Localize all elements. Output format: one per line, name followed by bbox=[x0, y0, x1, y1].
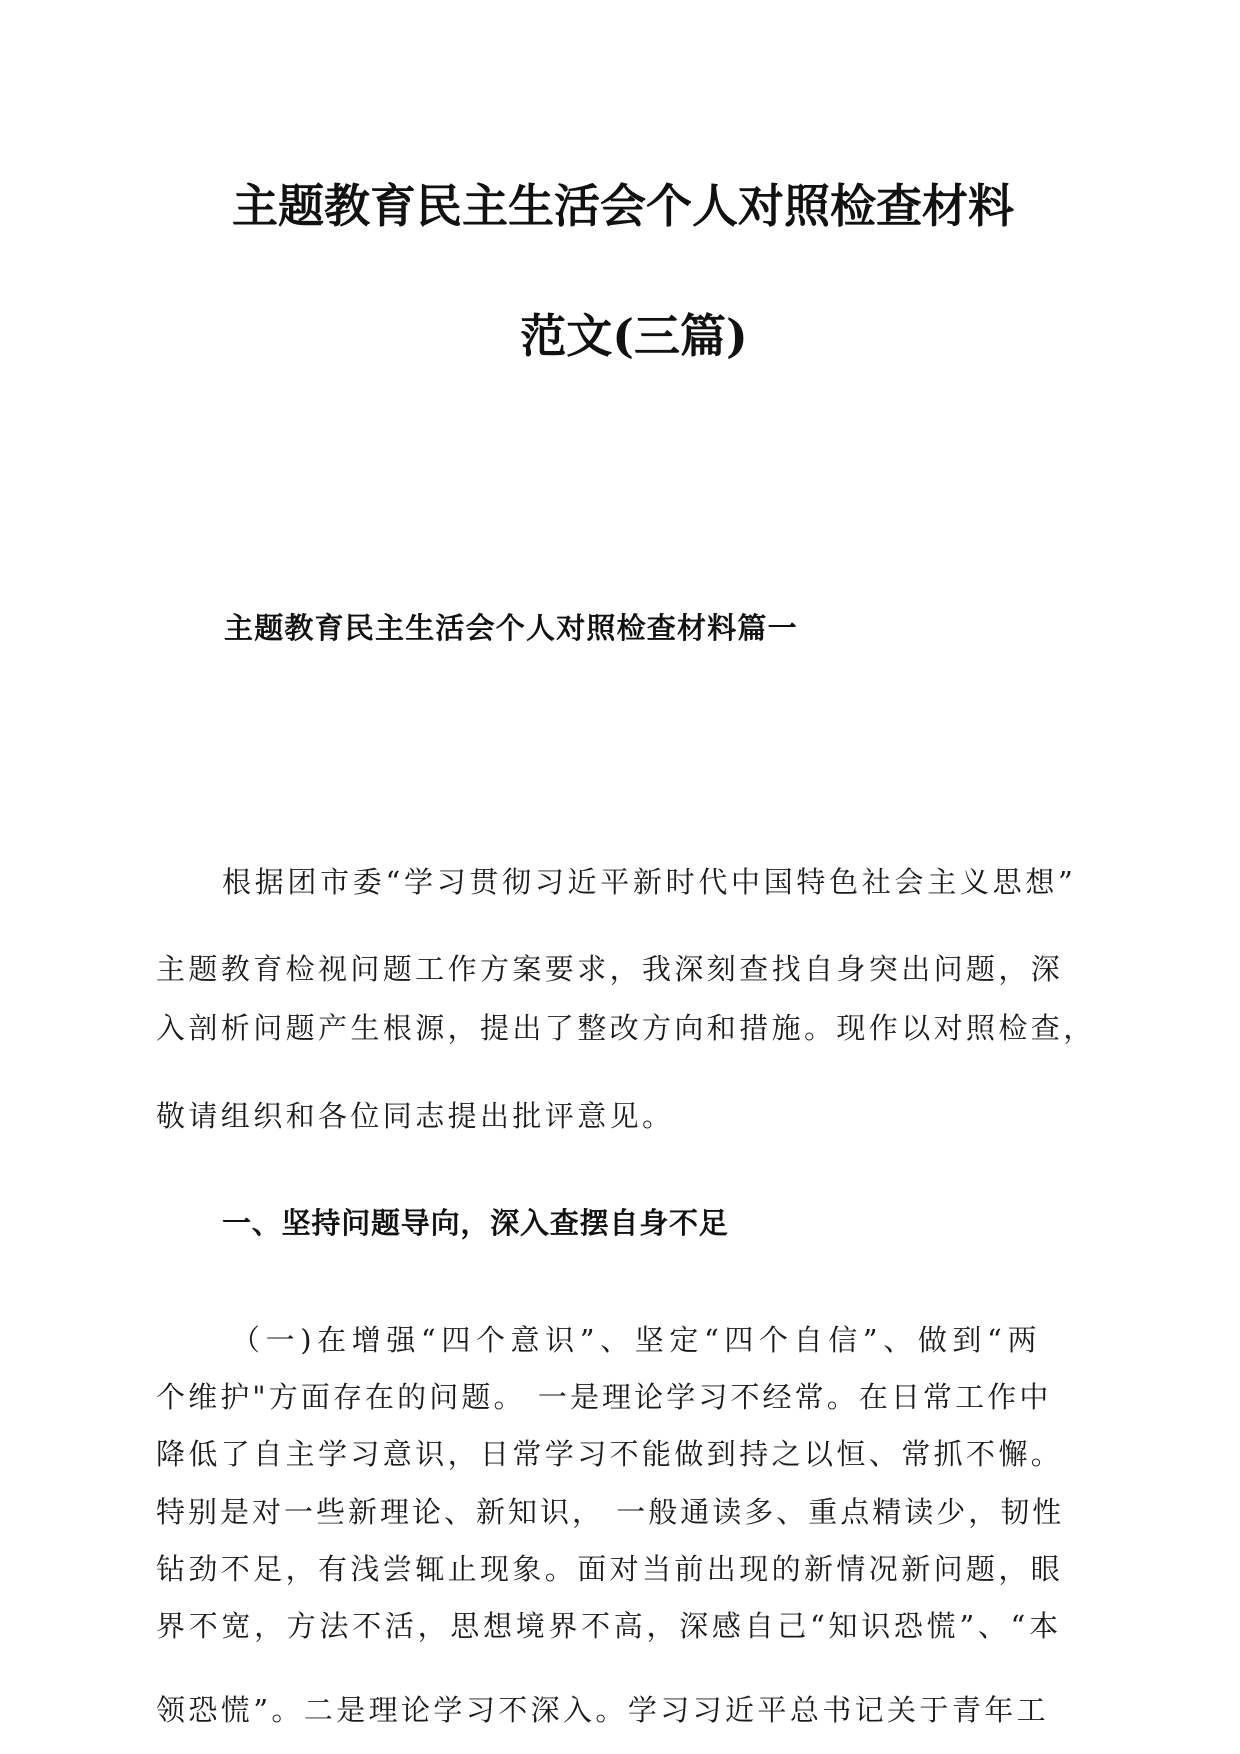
paragraph-line: （一)在增强“四个意识”、坚定“四个自信”、做到“两 bbox=[231, 1323, 1043, 1357]
paragraph-line: 根据团市委“学习贯彻习近平新时代中国特色社会主义思想” bbox=[222, 865, 1077, 899]
paragraph-line: 领恐慌”。二是理论学习不深入。学习习近平总书记关于青年工 bbox=[156, 1693, 1050, 1727]
section-heading: 一、坚持问题导向，深入查摆自身不足 bbox=[222, 1206, 729, 1240]
paragraph-line: 主题教育检视问题工作方案要求，我深刻查找自身突出问题，深 bbox=[156, 952, 1064, 986]
paragraph-line: 特别是对一些新理论、新知识， 一般通读多、重点精读少，韧性 bbox=[156, 1495, 1065, 1529]
paragraph-line: 入剖析问题产生根源，提出了整改方向和措施。现作以对照检查， bbox=[156, 1011, 1096, 1045]
paragraph-line: 降低了自主学习意识，日常学习不能做到持之以恒、常抓不懈。 bbox=[156, 1437, 1064, 1471]
document-title-line-2: 范文(三篇) bbox=[520, 309, 748, 363]
document-title-line-1: 主题教育民主生活会个人对照检查材料 bbox=[232, 179, 1014, 233]
paragraph-line: 钻劲不足，有浅尝辄止现象。面对当前出现的新情况新问题，眼 bbox=[156, 1552, 1064, 1586]
paragraph-line: 界不宽，方法不活，思想境界不高，深感自己“知识恐慌”、“本 bbox=[156, 1609, 1062, 1643]
article-heading: 主题教育民主生活会个人对照检查材料篇一 bbox=[224, 611, 798, 645]
paragraph-line: 个维护"方面存在的问题。 一是理论学习不经常。在日常工作中 bbox=[156, 1380, 1052, 1414]
paragraph-line: 敬请组织和各位同志提出批评意见。 bbox=[156, 1099, 675, 1133]
